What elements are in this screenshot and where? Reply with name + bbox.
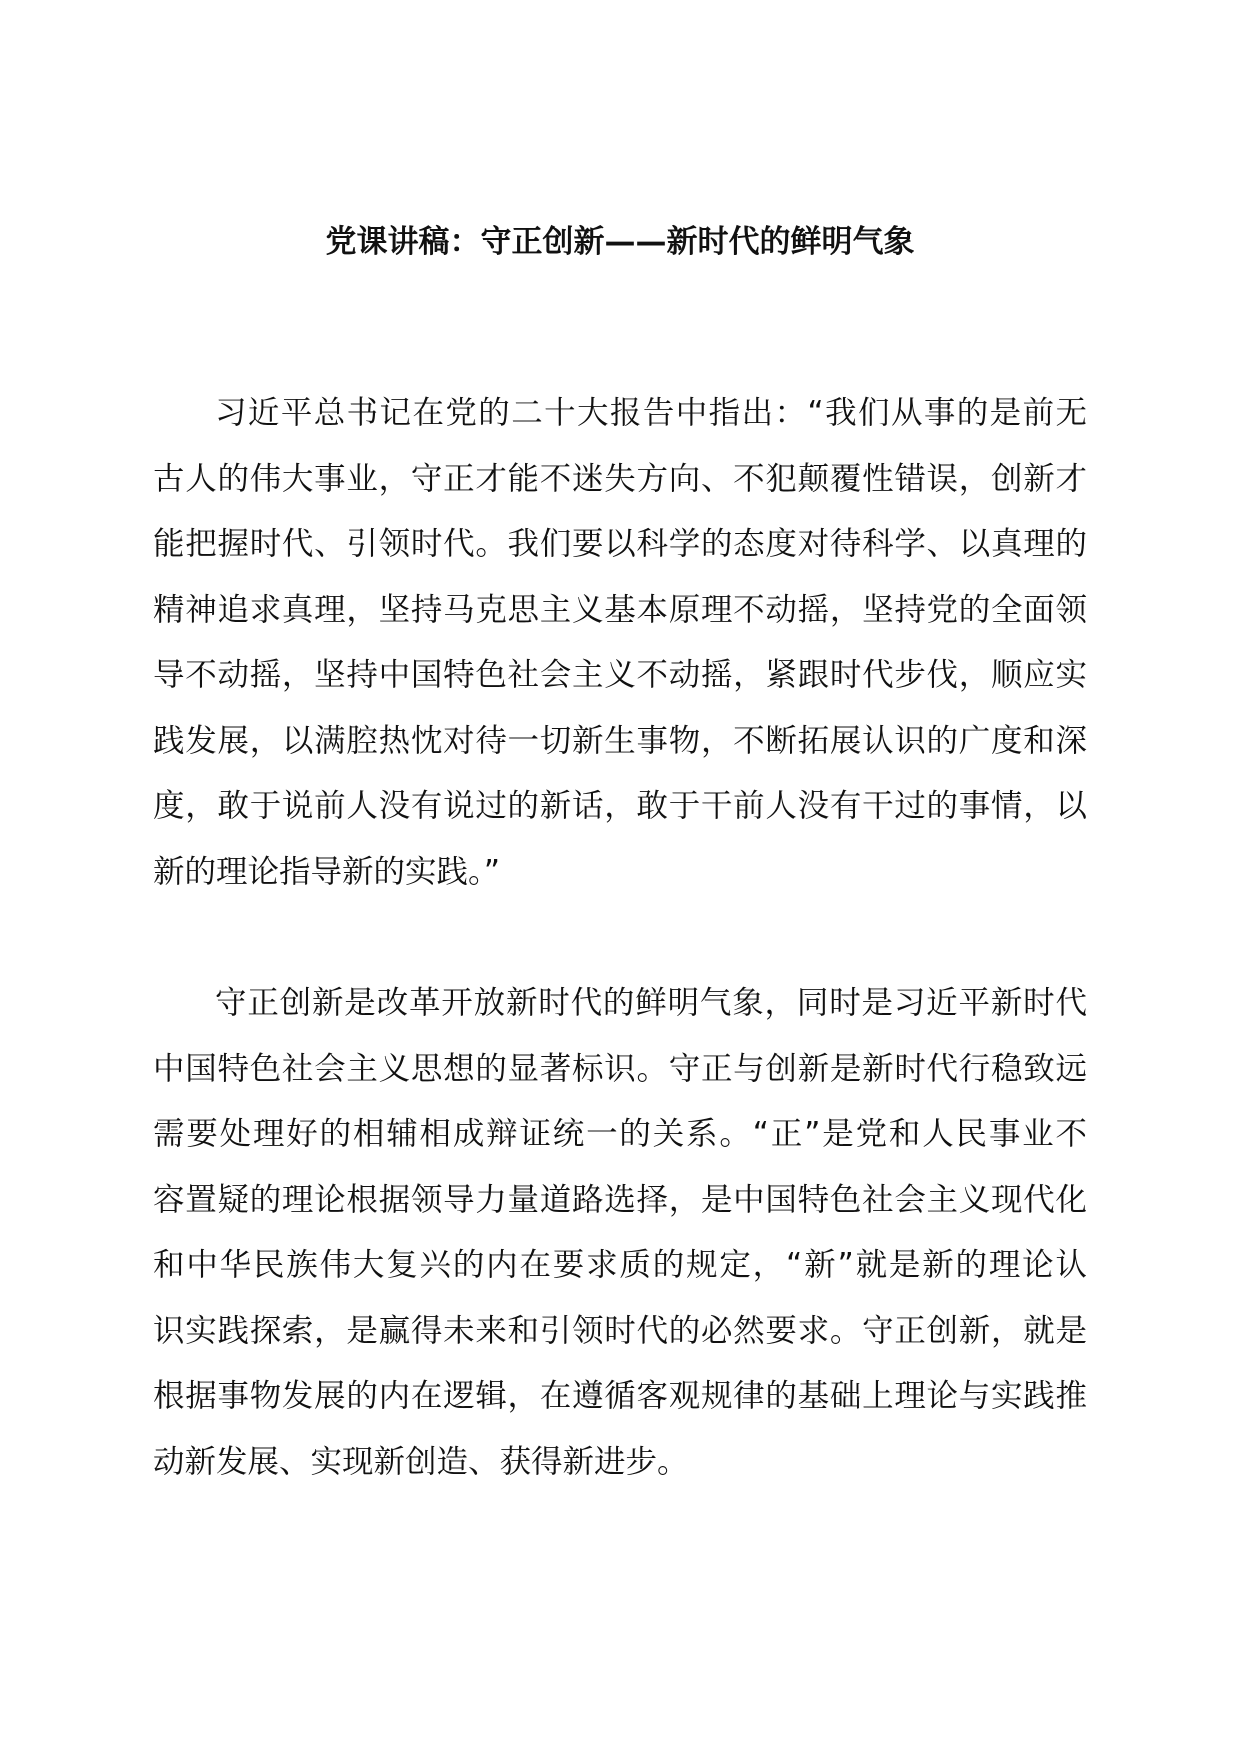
paragraph-line: 精神追求真理，坚持马克思主义基本原理不动摇，坚持党的全面领 — [153, 591, 1087, 628]
paragraph-line: 古人的伟大事业，守正才能不迷失方向、不犯颠覆性错误，创新才 — [153, 460, 1087, 497]
paragraph-line: 识实践探索，是赢得未来和引领时代的必然要求。守正创新，就是 — [153, 1312, 1087, 1349]
paragraph-line: 需要处理好的相辅相成辩证统一的关系。“正”是党和人民事业不 — [153, 1116, 1087, 1152]
paragraph-1 — [153, 381, 1087, 905]
paragraph-line: 践发展，以满腔热忱对待一切新生事物，不断拓展认识的广度和深 — [153, 722, 1087, 759]
paragraph-line: 度，敢于说前人没有说过的新话，敢于干前人没有干过的事情，以 — [153, 788, 1087, 824]
paragraph-line: 中国特色社会主义思想的显著标识。守正与创新是新时代行稳致远 — [153, 1050, 1087, 1087]
paragraph-2 — [153, 971, 1087, 1495]
document-title: 党课讲稿：守正创新——新时代的鲜明气象 — [325, 224, 915, 260]
paragraph-line: 导不动摇，坚持中国特色社会主义不动摇，紧跟时代步伐，顺应实 — [153, 657, 1087, 693]
paragraph-line: 根据事物发展的内在逻辑，在遵循客观规律的基础上理论与实践推 — [153, 1378, 1087, 1414]
paragraph-line: 能把握时代、引领时代。我们要以科学的态度对待科学、以真理的 — [153, 526, 1087, 562]
paragraph-line: 容置疑的理论根据领导力量道路选择，是中国特色社会主义现代化 — [153, 1181, 1087, 1218]
paragraph-line: 新的理论指导新的实践。” — [153, 853, 501, 890]
paragraph-line: 动新发展、实现新创造、获得新进步。 — [153, 1443, 689, 1480]
paragraph-line: 习近平总书记在党的二十大报告中指出：“我们从事的是前无 — [215, 395, 1087, 431]
paragraph-line: 守正创新是改革开放新时代的鲜明气象，同时是习近平新时代 — [215, 985, 1087, 1021]
paragraph-line: 和中华民族伟大复兴的内在要求质的规定，“新”就是新的理论认 — [153, 1247, 1087, 1283]
